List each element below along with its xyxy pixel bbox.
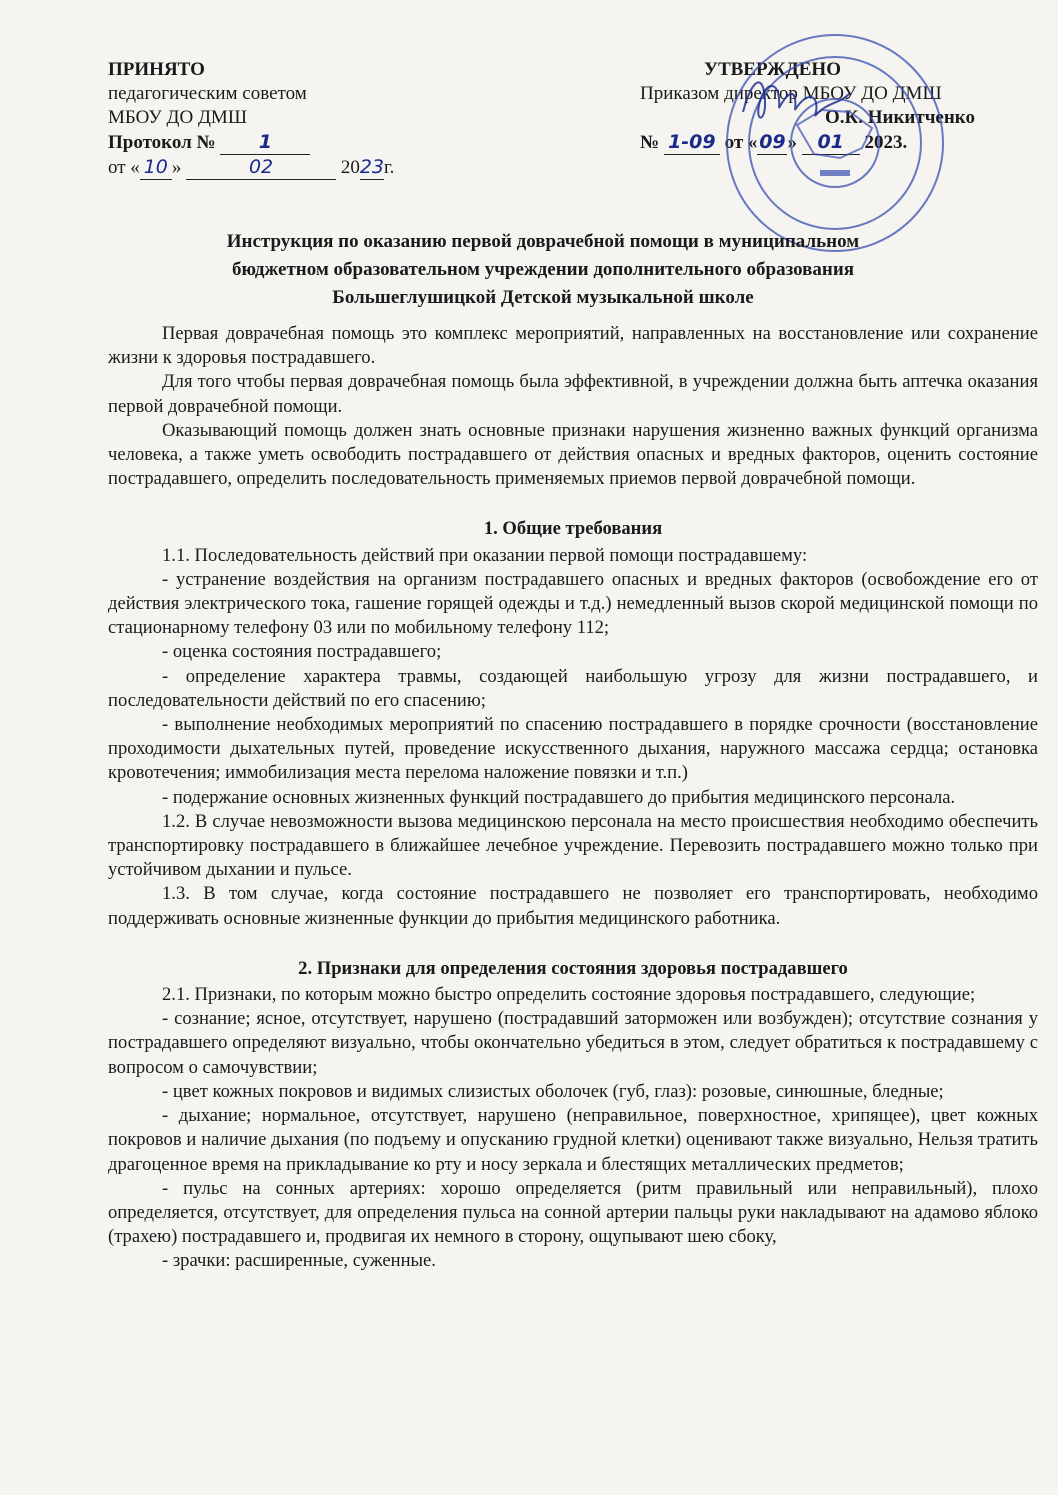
date-mid: » (171, 157, 182, 178)
intro-paragraph: Первая доврачебная помощь это комплекс мероприятий, направленных на восстановление или сохранение жизни к здоровья пострадавшего. (108, 323, 1038, 369)
order-date-suffix: . (902, 132, 908, 153)
list-item: - сознание; ясное, отсутствует, нарушено (пострадавший заторможен или возбужден); отсутствие сознания у пострадавшего определяют визуально, чтобы окончательно убедиться в этом, следует обратиться к пострадавшему с вопросом о самочувствии; (108, 1008, 1038, 1078)
list-item: - выполнение необходимых мероприятий по спасению пострадавшего в порядке срочности (восстановление проходимости дыхательных путей, проведение искусственного дыхания, наружного массажа сердца; остановка кровотечения; иммобилизация места перелома наложение повязки и т.п.) (108, 714, 1038, 784)
protocol-number: 1 (220, 130, 310, 155)
order-date-mid: » (787, 132, 797, 153)
section-1-paragraph: 1.3. В том случае, когда состояние пострадавшего не позволяет его транспортировать, необходимо поддерживать основные жизненные функции до прибытия медицинского работника. (108, 883, 1038, 929)
accepted-date-day: 10 (140, 155, 172, 180)
accepted-org: МБОУ ДО ДМШ (108, 107, 247, 128)
section-2-paragraph: 2.1. Признаки, по которым можно быстро определить состояние здоровья пострадавшего, следующие; (162, 984, 976, 1006)
list-item: - подержание основных жизненных функций пострадавшего до прибытия медицинского персонала. (162, 786, 956, 808)
section-1-heading: 1. Общие требования (483, 518, 663, 540)
title-line-3: Большеглушицкой Детской музыкальной школе (332, 287, 754, 308)
protocol-line (108, 130, 408, 155)
list-item: - пульс на сонных артериях: хорошо определяется (ритм правильный или неправильный), плохо определяется, отсутствует, для определения пульса на сонной артерии пальцы руки накладывают на адамово яблоко (трахею) пострадавшего и, продвигая их немного в сторону, ощупывают шею сбоку, (108, 1177, 1038, 1248)
list-item: - определение характера травмы, создающей наибольшую угрозу для жизни пострадавшего, и последовательности действий по его спасению; (108, 665, 1038, 711)
section-2-heading: 2. Признаки для определения состояния здоровья пострадавшего (298, 957, 848, 979)
intro-paragraph: Оказывающий помощь должен знать основные признаки нарушения жизненно важных функций организма человека, а также уметь освободить пострадавшего от действия опасных и вредных факторов, оценить состояние пострадавшего, определить последовательность применяемых приемов первой доврачебной помощи. (108, 419, 1038, 490)
list-item: - дыхание; нормальное, отсутствует, нарушено (неправильное, поверхностное, хрипящее), цвет кожных покровов и наличие дыхания (по подъему и опусканию грудной клетки) оценивают также визуально, Нельзя тратить драгоценное время на прикладывание ко рту и носу зеркала и блестящих металлических предметов; (108, 1105, 1038, 1175)
date-suffix: г. (384, 157, 395, 178)
director-name: О.К. Никитченко (824, 107, 975, 128)
order-date-day: 09 (759, 131, 786, 153)
title-line-2: бюджетном образовательном учреждении дополнительного образования (231, 259, 855, 280)
section-1-paragraph: 1.1. Последовательность действий при оказании первой помощи пострадавшему: (162, 544, 808, 566)
accepted-date-year: 23 (359, 156, 384, 178)
intro-paragraph: Для того чтобы первая доврачебная помощь была эффективной, в учреждении должна быть аптечка оказания первой доврачебной помощи. (108, 371, 1038, 417)
order-date-year: 2023 (864, 132, 903, 153)
order-number: 1-09 (664, 130, 720, 155)
list-item: - оценка состояния пострадавшего; (162, 641, 442, 663)
date-year-prefix: 20 (340, 157, 360, 178)
approved-label: УТВЕРЖДЕНО (704, 59, 841, 80)
document-body (108, 322, 1038, 1274)
protocol-label: Протокол № (108, 132, 216, 153)
director-signature-icon (735, 64, 855, 134)
accepted-label: ПРИНЯТО (108, 59, 205, 80)
order-date-month: 01 (802, 130, 860, 155)
accepted-date-month: 02 (186, 155, 336, 180)
title-line-1: Инструкция по оказанию первой доврачебной помощи в муниципальном (226, 231, 860, 252)
date-prefix: от « (108, 157, 140, 178)
document-title (108, 228, 978, 312)
list-item: - устранение воздействия на организм пострадавшего опасных и вредных факторов (освобождение его от действия электрического тока, гашение горящей одежды и т.д.) немедленный вызов скорой медицинской помощи по стационарному телефону 03 или по мобильному телефону 112; (108, 568, 1038, 639)
order-date-prefix: от « (724, 132, 758, 153)
list-item: - цвет кожных покровов и видимых слизистых оболочек (губ, глаз): розовые, синюшные, бледные; (162, 1080, 944, 1102)
approved-by: Приказом директор МБОУ ДО ДМШ (640, 83, 942, 104)
section-1-paragraph: 1.2. В случае невозможности вызова медицинскою персонала на место происшествия необходимо обеспечить транспортировку пострадавшего в ближайшее лечебное учреждение. Перевозить пострадавшего можно только при устойчивом дыхании и пульсе. (108, 810, 1038, 881)
list-item: - зрачки: расширенные, суженные. (162, 1250, 436, 1272)
accepted-by: педагогическим советом (108, 83, 307, 104)
order-number-label: № (640, 132, 660, 153)
accepted-block (108, 58, 408, 180)
accepted-date-line (108, 155, 408, 180)
